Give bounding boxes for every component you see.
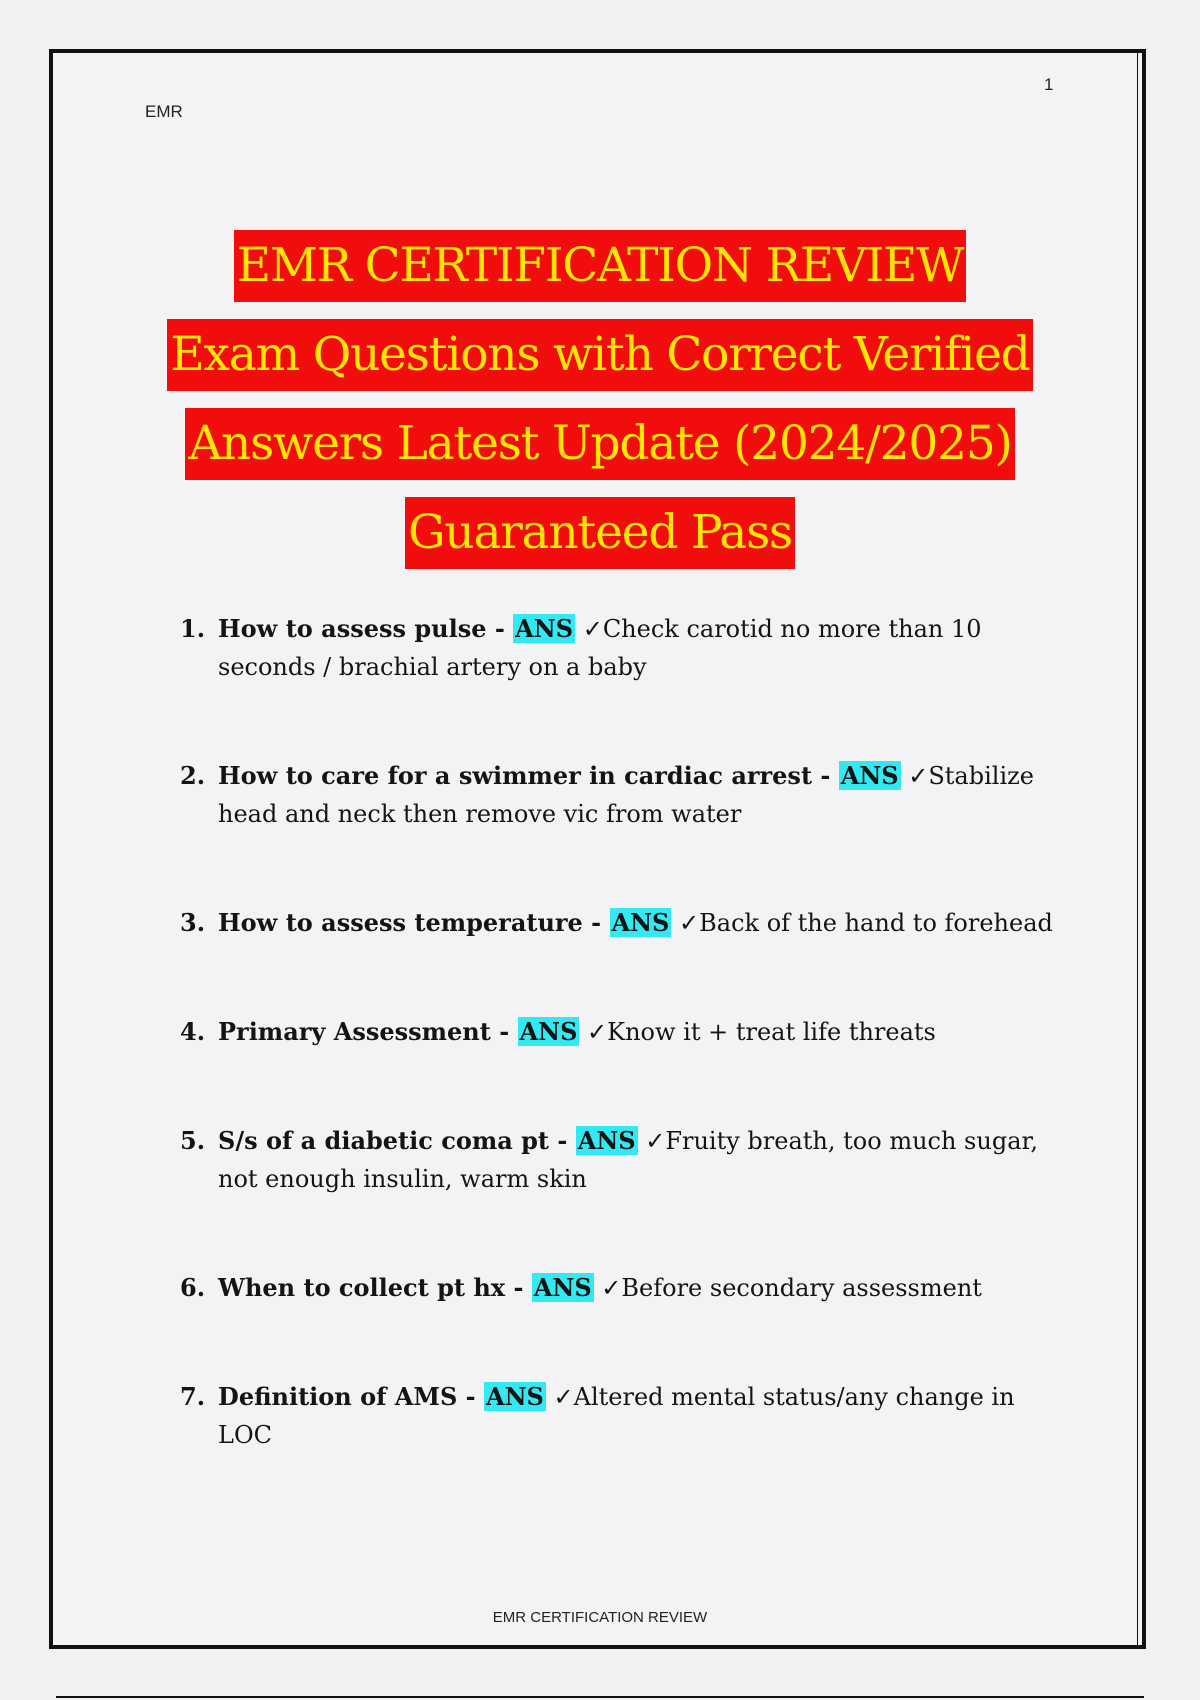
list-item (180, 1269, 1060, 1307)
list-item (180, 757, 1060, 833)
question-text: How to assess temperature - (218, 908, 610, 937)
ans-label: ANS (486, 1382, 544, 1411)
list-item (180, 1013, 1060, 1051)
title-line-2: Exam Questions with Correct Verified (167, 319, 1032, 391)
answer-text: Know it + treat life threats (607, 1018, 936, 1046)
answer-text: Before secondary assessment (621, 1274, 982, 1302)
divider (56, 1696, 1144, 1698)
answer-text: Stabilize head and neck then remove vic from water (218, 762, 1034, 828)
list-item (180, 904, 1060, 942)
answer-text: Back of the hand to forehead (699, 909, 1053, 937)
item-number: 7. (180, 1382, 206, 1411)
question-text: How to care for a swimmer in cardiac arrest - (218, 761, 839, 790)
check-mark-icon: ✓ (679, 909, 700, 937)
check-mark-icon: ✓ (645, 1127, 666, 1155)
item-number: 2. (180, 761, 206, 790)
document-title (100, 224, 1100, 580)
check-mark-icon: ✓ (553, 1383, 574, 1411)
title-line-4: Guaranteed Pass (405, 497, 795, 569)
check-mark-icon: ✓ (587, 1018, 608, 1046)
item-number: 3. (180, 908, 206, 937)
item-number: 6. (180, 1273, 206, 1302)
ans-label: ANS (533, 1273, 592, 1302)
check-mark-icon: ✓ (908, 762, 929, 790)
item-number: 5. (180, 1126, 206, 1155)
question-text: Primary Assessment - (218, 1017, 518, 1046)
list-item (180, 610, 1060, 686)
list-item (180, 1378, 1060, 1454)
check-mark-icon: ✓ (582, 615, 603, 643)
page-footer: EMR CERTIFICATION REVIEW (492, 1609, 708, 1626)
ans-label: ANS (840, 761, 899, 790)
list-item (180, 1122, 1060, 1198)
answer-text: Altered mental status/any change in LOC (218, 1383, 1015, 1449)
question-answer-list (180, 610, 1060, 1525)
ans-label: ANS (611, 908, 670, 937)
check-mark-icon: ✓ (601, 1274, 622, 1302)
header-label: EMR (145, 102, 183, 121)
question-text: S/s of a diabetic coma pt - (218, 1126, 576, 1155)
item-number: 4. (180, 1017, 206, 1046)
ans-label: ANS (577, 1126, 636, 1155)
item-number: 1. (180, 614, 206, 643)
question-text: When to collect pt hx - (218, 1273, 532, 1302)
ans-label: ANS (515, 614, 574, 643)
question-text: Definition of AMS - (218, 1382, 484, 1411)
ans-label: ANS (519, 1017, 578, 1046)
question-text: How to assess pulse - (218, 614, 514, 643)
title-line-1: EMR CERTIFICATION REVIEW (234, 230, 967, 302)
answer-text: Check carotid no more than 10 seconds / brachial artery on a baby (218, 615, 982, 681)
page-number: 1 (1044, 75, 1054, 94)
title-line-3: Answers Latest Update (2024/2025) (185, 408, 1014, 480)
answer-text: Fruity breath, too much sugar, not enough insulin, warm skin (218, 1127, 1038, 1193)
